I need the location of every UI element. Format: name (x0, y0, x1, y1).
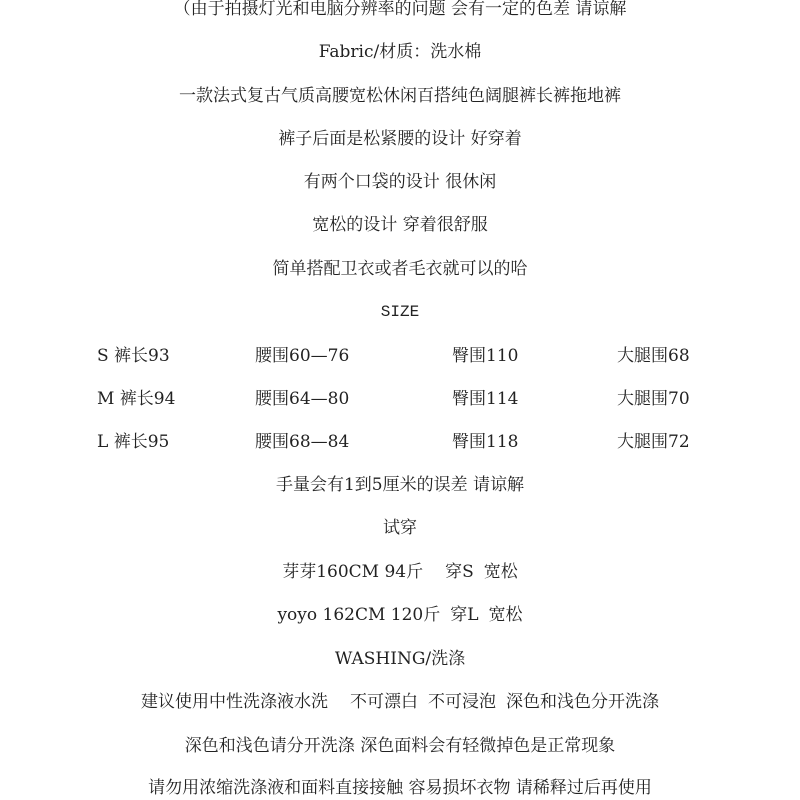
waist-cell: 腰围68—84 (255, 432, 350, 452)
size-row-l (0, 430, 800, 454)
wash-tip: 建议使用中性洗涤液水洗 (141, 692, 328, 712)
tryon-fit: 宽松 (483, 562, 518, 582)
waist-cell: 腰围60—76 (255, 346, 350, 366)
washing-line-3: 请勿用浓缩洗涤液和面料直接接触 容易损坏衣物 请稀释过后再使用 (148, 778, 652, 798)
hip-cell: 臀围118 (452, 432, 519, 452)
washing-line-1 (0, 690, 800, 714)
size-row-s (0, 344, 800, 368)
washing-line-2: 深色和浅色请分开洗涤 深色面料会有轻微掉色是正常现象 (184, 736, 616, 756)
size-title: SIZE (380, 303, 420, 321)
tryon-model: 芽芽160CM 94斤 (282, 562, 424, 582)
description-line-3: 有两个口袋的设计 很休闲 (303, 172, 497, 192)
description-line-2: 裤子后面是松紧腰的设计 好穿着 (278, 129, 522, 149)
description-line-4: 宽松的设计 穿着很舒服 (312, 215, 488, 235)
thigh-cell: 大腿围70 (617, 389, 690, 409)
wash-tip: 深色和浅色分开洗涤 (506, 692, 659, 712)
description-line-1: 一款法式复古气质高腰宽松休闲百搭纯色阔腿裤长裤拖地裤 (179, 86, 621, 106)
tryon-title: 试穿 (383, 518, 417, 538)
thigh-cell: 大腿围72 (617, 432, 690, 452)
fabric-line: Fabric/材质：洗水棉 (318, 42, 482, 62)
size-note: 手量会有1到5厘米的误差 请谅解 (275, 475, 525, 495)
size-length-cell: M 裤长94 (97, 389, 176, 409)
tryon-size: 穿L (450, 605, 479, 625)
thigh-cell: 大腿围68 (617, 346, 690, 366)
wash-tip: 不可浸泡 (428, 692, 496, 712)
description-line-5: 简单搭配卫衣或者毛衣就可以的哈 (272, 259, 528, 279)
tryon-line-2 (0, 603, 800, 627)
tryon-fit: 宽松 (488, 605, 523, 625)
washing-title: WASHING/洗涤 (334, 649, 466, 669)
notice-line: （由于拍摄灯光和电脑分辨率的问题 会有一定的色差 请谅解 (173, 0, 627, 19)
size-length-cell: L 裤长95 (97, 432, 170, 452)
wash-tip: 不可漂白 (350, 692, 418, 712)
tryon-line-1 (0, 560, 800, 584)
size-row-m (0, 387, 800, 411)
tryon-model: yoyo 162CM 120斤 (277, 605, 441, 625)
hip-cell: 臀围110 (452, 346, 519, 366)
waist-cell: 腰围64—80 (255, 389, 350, 409)
hip-cell: 臀围114 (452, 389, 519, 409)
tryon-size: 穿S (445, 562, 474, 582)
size-length-cell: S 裤长93 (97, 346, 170, 366)
